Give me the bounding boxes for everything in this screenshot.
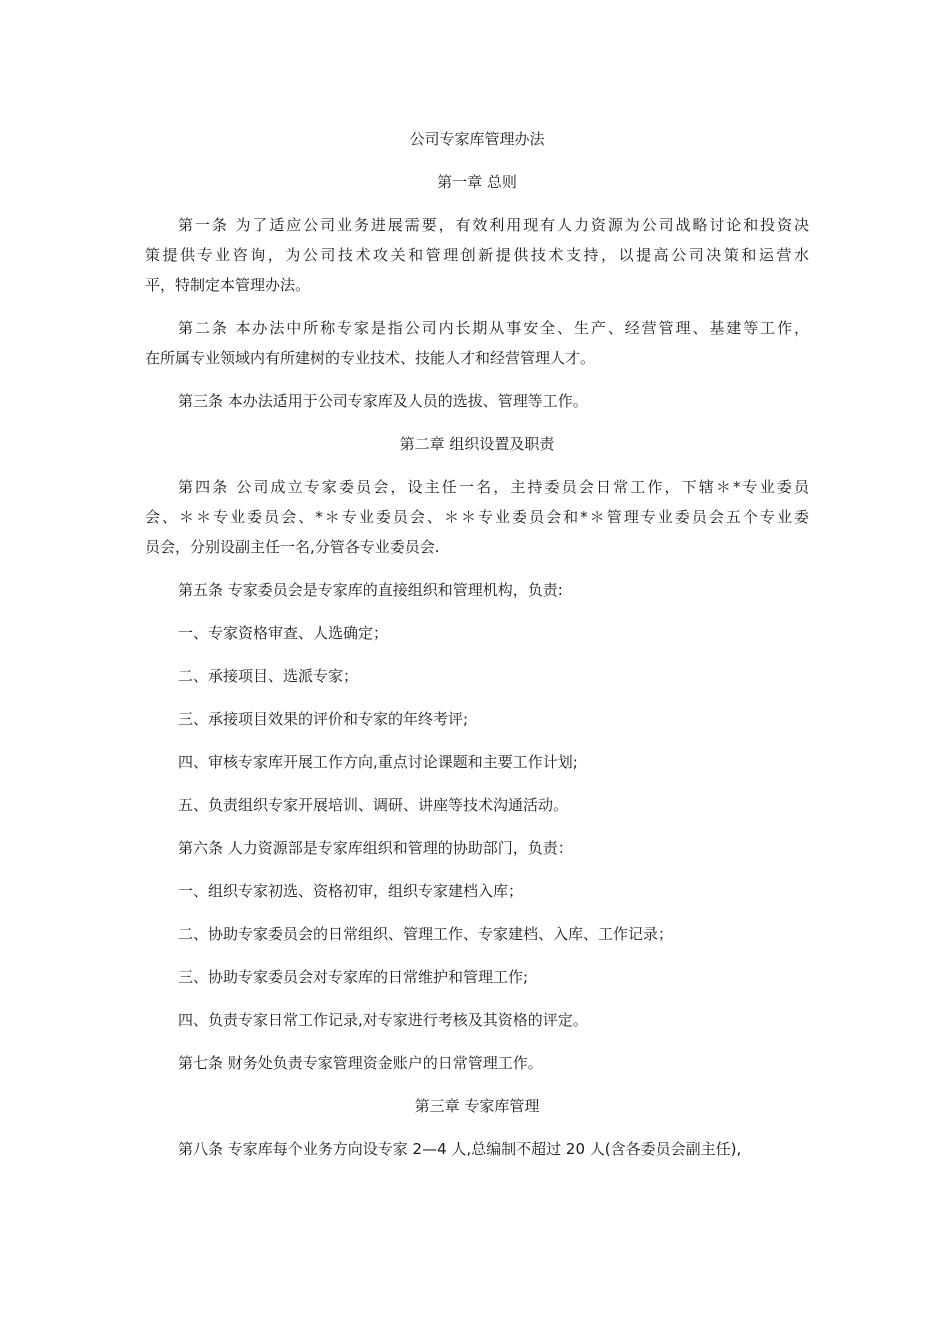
article-2 — [145, 313, 809, 373]
article-4-line-2: 会、＊＊专业委员会、*＊专业委员会、＊＊专业委员会和*＊管理专业委员会五个专业委 — [145, 508, 809, 526]
article-1-line-3: 平，特制定本管理办法。 — [145, 276, 311, 294]
article-5-item-1: 一、专家资格审查、人选确定； — [178, 624, 389, 642]
article-3: 第三条 本办法适用于公司专家库及人员的选拔、管理等工作。 — [178, 392, 588, 410]
article-5: 第五条 专家委员会是专家库的直接组织和管理机构，负责: — [178, 581, 563, 599]
article-7: 第七条 财务处负责专家管理资金账户的日常管理工作。 — [178, 1054, 543, 1072]
article-8: 第八条 专家库每个业务方向设专家 2—4 人,总编制不超过 20 人(含各委员会副主任), — [178, 1140, 742, 1158]
article-5-item-5: 五、负责组织专家开展培训、调研、讲座等技术沟通活动。 — [178, 796, 569, 814]
article-6-item-1: 一、组织专家初选、资格初审，组织专家建档入库； — [178, 882, 524, 900]
article-4-line-3: 员会，分别设副主任一名,分管各专业委员会. — [145, 538, 440, 556]
article-5-item-3: 三、承接项目效果的评价和专家的年终考评; — [178, 710, 469, 728]
article-2-line-1: 第二条 本办法中所称专家是指公司内长期从事安全、生产、经营管理、基建等工作， — [178, 319, 809, 337]
article-2-line-2: 在所属专业领域内有所建树的专业技术、技能人才和经营管理人才。 — [145, 349, 596, 367]
article-1-line-1: 第一条 为了适应公司业务进展需要，有效利用现有人力资源为公司战略讨论和投资决 — [178, 216, 809, 234]
article-6-item-2: 二、协助专家委员会的日常组织、管理工作、专家建档、入库、工作记录； — [178, 925, 674, 943]
article-1 — [145, 210, 809, 300]
article-6-item-4: 四、负责专家日常工作记录,对专家进行考核及其资格的评定。 — [178, 1011, 588, 1029]
chapter-1-heading: 第一章 总则 — [437, 173, 517, 191]
article-6: 第六条 人力资源部是专家库组织和管理的协助部门，负责： — [178, 839, 573, 857]
article-4 — [145, 472, 809, 562]
article-1-line-2: 策提供专业咨询，为公司技术攻关和管理创新提供技术支持，以提高公司决策和运营水 — [145, 246, 809, 264]
article-4-line-1: 第四条 公司成立专家委员会，设主任一名，主持委员会日常工作，下辖＊*专业委员 — [178, 478, 809, 496]
article-6-item-3: 三、协助专家委员会对专家库的日常维护和管理工作; — [178, 968, 529, 986]
article-5-item-2: 二、承接项目、选派专家； — [178, 667, 359, 685]
document-title: 公司专家库管理办法 — [409, 130, 545, 148]
document-page — [145, 124, 809, 1164]
chapter-3-heading: 第三章 专家库管理 — [414, 1097, 540, 1115]
article-5-item-4: 四、审核专家库开展工作方向,重点讨论课题和主要工作计划; — [178, 753, 578, 771]
chapter-2-heading: 第二章 组织设置及职责 — [399, 435, 555, 453]
